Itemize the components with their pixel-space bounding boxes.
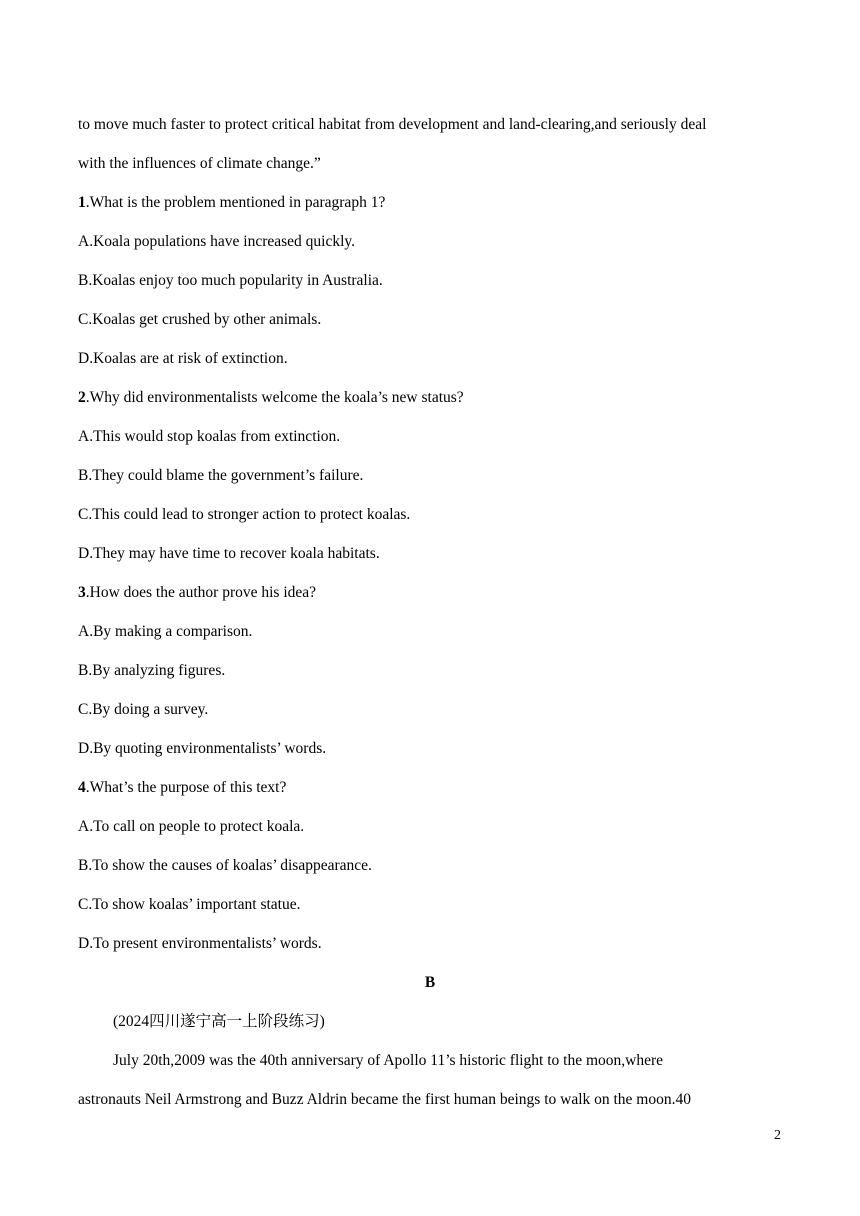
question-4-option-c: C.To show koalas’ important statue.: [78, 896, 301, 913]
question-3-stem: [78, 583, 316, 603]
question-number: 3: [78, 584, 86, 601]
question-4-option-a: A.To call on people to protect koala.: [78, 818, 305, 835]
question-text: .What’s the purpose of this text?: [85, 779, 287, 796]
question-text: .Why did environmentalists welcome the koala’s new status?: [85, 389, 464, 406]
question-4-stem: [78, 778, 286, 798]
question-number: 4: [78, 779, 86, 796]
question-1-option-a: A.Koala populations have increased quickly.: [78, 233, 356, 250]
question-4-option-d: D.To present environmentalists’ words.: [78, 935, 322, 952]
question-text: .What is the problem mentioned in paragraph 1?: [85, 194, 386, 211]
paragraph-line: with the influences of climate change.”: [78, 155, 321, 172]
paragraph-line: to move much faster to protect critical habitat from development and land-clearing,and seriously deal: [78, 116, 707, 133]
question-3-option-c: C.By doing a survey.: [78, 701, 209, 718]
question-1-stem: [78, 193, 385, 213]
question-text: .How does the author prove his idea?: [85, 584, 317, 601]
question-number: 1: [78, 194, 86, 211]
source-note: (2024四川遂宁高一上阶段练习): [113, 1013, 325, 1030]
paragraph-line: astronauts Neil Armstrong and Buzz Aldrin became the first human beings to walk on the moon.40: [78, 1091, 691, 1108]
page-number: 2: [774, 1128, 781, 1143]
question-3-option-d: D.By quoting environmentalists’ words.: [78, 740, 327, 757]
question-1-option-b: B.Koalas enjoy too much popularity in Australia.: [78, 272, 383, 289]
question-2-option-d: D.They may have time to recover koala habitats.: [78, 545, 380, 562]
question-3-option-b: B.By analyzing figures.: [78, 662, 226, 679]
section-heading: B: [424, 974, 436, 991]
paragraph-line: July 20th,2009 was the 40th anniversary of Apollo 11’s historic flight to the moon,where: [113, 1052, 664, 1069]
question-2-option-a: A.This would stop koalas from extinction.: [78, 428, 341, 445]
question-2-stem: [78, 388, 464, 408]
question-4-option-b: B.To show the causes of koalas’ disappearance.: [78, 857, 372, 874]
question-1-option-c: C.Koalas get crushed by other animals.: [78, 311, 322, 328]
question-2-option-b: B.They could blame the government’s failure.: [78, 467, 364, 484]
question-2-option-c: C.This could lead to stronger action to protect koalas.: [78, 506, 411, 523]
question-number: 2: [78, 389, 86, 406]
question-3-option-a: A.By making a comparison.: [78, 623, 253, 640]
question-1-option-d: D.Koalas are at risk of extinction.: [78, 350, 288, 367]
